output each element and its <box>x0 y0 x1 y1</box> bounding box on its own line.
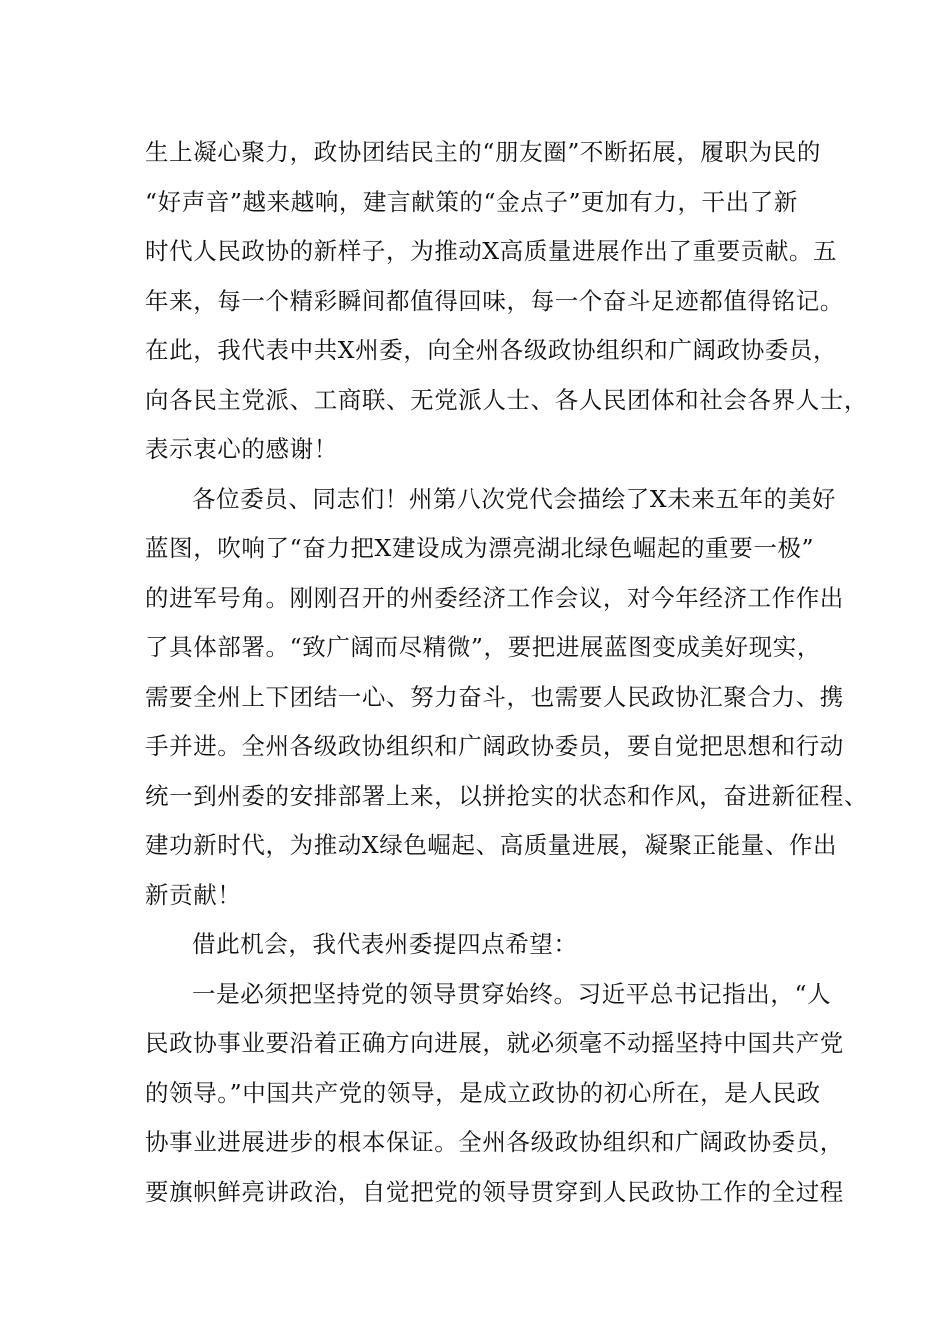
text-line: 时代人民政协的新样子，为推动X高质量进展作出了重要贡献。五 <box>145 237 838 265</box>
text-line: 手并进。全州各级政协组织和广阔政协委员，要自觉把思想和行动 <box>145 732 844 760</box>
text-line: 统一到州委的安排部署上来，以拼抢实的状态和作风，奋进新征程、 <box>145 781 868 810</box>
text-line: 的进军号角。刚刚召开的州委经济工作会议，对今年经济工作作出 <box>145 583 844 612</box>
text-line: 了具体部署。“致广阔而尽精微”，要把进展蓝图变成美好现实， <box>145 633 821 661</box>
text-line: 一是必须把坚持党的领导贯穿始终。习近平总书记指出，“人 <box>192 979 832 1008</box>
text-line: 年来，每一个精彩瞬间都值得回味，每一个奋斗足迹都值得铭记。 <box>145 286 844 315</box>
text-line: “好声音”越来越响，建言献策的“金点子”更加有力，干出了新 <box>145 187 798 216</box>
text-line: 表示衷心的感谢！ <box>145 435 338 463</box>
text-line: 新贡献！ <box>145 880 242 909</box>
text-line: 生上凝心聚力，政协团结民主的“朋友圈”不断拓展，履职为民的 <box>145 138 821 166</box>
text-line: 要旗帜鲜亮讲政治，自觉把党的领导贯穿到人民政协工作的全过程 <box>145 1177 844 1206</box>
text-line: 向各民主党派、工商联、无党派人士、各人民团体和社会各界人士， <box>145 385 868 414</box>
text-line: 在此，我代表中共X州委，向全州各级政协组织和广阔政协委员， <box>145 336 838 364</box>
text-line: 蓝图，吹响了“奋力把X建设成为漂亮湖北绿色崛起的重要一极” <box>145 534 815 562</box>
text-line: 民政协事业要沿着正确方向进展，就必须毫不动摇坚持中国共产党 <box>145 1029 844 1057</box>
text-line: 协事业进展进步的根本保证。全州各级政协组织和广阔政协委员， <box>145 1128 844 1156</box>
text-line: 各位委员、同志们！州第八次党代会描绘了X未来五年的美好 <box>192 484 836 513</box>
text-line: 建功新时代，为推动X绿色崛起、高质量进展，凝聚正能量、作出 <box>145 831 838 859</box>
text-line: 的领导。”中国共产党的领导，是成立政协的初心所在，是人民政 <box>145 1078 821 1107</box>
body-text <box>145 128 868 1217</box>
text-line: 借此机会，我代表州委提四点希望： <box>192 930 578 958</box>
text-line: 需要全州上下团结一心、努力奋斗，也需要人民政协汇聚合力、携 <box>145 682 844 711</box>
